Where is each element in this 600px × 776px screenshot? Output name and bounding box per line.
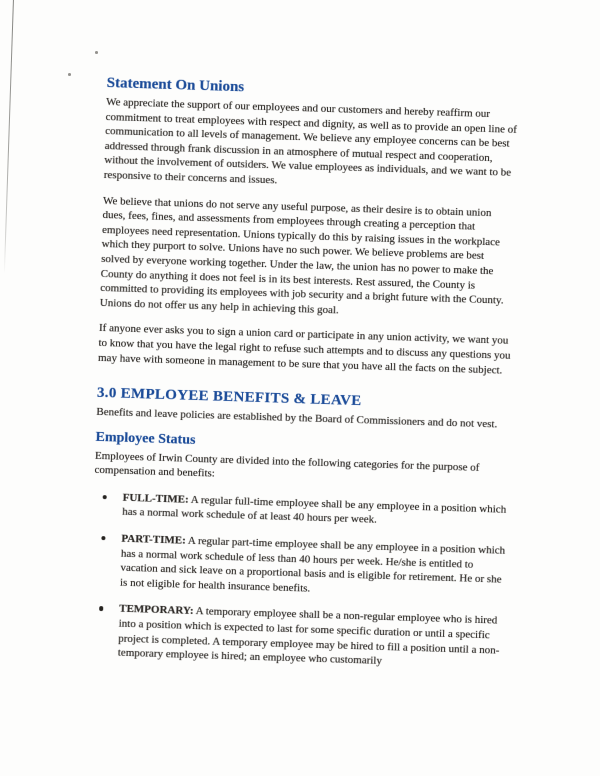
employee-status-heading: Employee Status xyxy=(95,429,196,448)
full-time-description: A regular full-time employee shall be any employee in a position which has a normal work schedule of at least 40 hours per week. xyxy=(122,493,507,527)
list-item-full-time xyxy=(122,491,508,532)
statement-paragraph-3: If anyone ever asks you to sign a union card or participate in any union activity, we want you to know that you have the legal right to refuse such attempts and to discuss any questions you may have with someone in management to be sure that you have all the facts on the subject. xyxy=(97,322,511,377)
full-time-term: FULL-TIME: xyxy=(122,491,189,506)
list-item-temporary xyxy=(118,602,505,672)
document-content xyxy=(88,74,521,685)
employee-status-intro-paragraph: Employees of Irwin County are divided into the following categories for the purpose of compensation and benefits: xyxy=(94,449,480,480)
statement-on-unions-heading: Statement On Unions xyxy=(106,74,245,96)
temporary-term: TEMPORARY: xyxy=(119,603,194,618)
part-time-description: A regular part-time employee shall be any employee in a position which has a normal work schedule of less than 40 hours per week. He/she is entitled to vacation and sick leave on a proportional basis and is eligible for retirement. He or she is not eligible for health insurance benefits. xyxy=(119,534,506,595)
list-item-part-time xyxy=(120,532,507,602)
scan-speck xyxy=(68,73,71,76)
part-time-term: PART-TIME: xyxy=(121,532,186,547)
benefits-intro-paragraph: Benefits and leave policies are established by the Board of Commissioners and do not vest. xyxy=(96,405,498,431)
temporary-description: A temporary employee shall be a non-regular employee who is hired into a position which is expected to last for some specific duration or until a specific project is completed. A temporary employee may be hired to fill a position until a non-temporary employee is hired; an employee who customarily xyxy=(117,605,500,668)
scan-speck xyxy=(95,51,98,54)
statement-paragraph-1: We appreciate the support of our employees and our customers and hereby reaffirm our commitment to treat employees with respect and dignity, as well as to provide an open line of communication to all levels of management. We believe any employee concerns can be best addressed through frank discussion in an atmosphere of mutual respect and cooperation, without the involvement of outsiders. We value employees as individuals, and we want to be responsive to their concerns and issues. xyxy=(103,95,518,187)
scan-paper-edge-line xyxy=(4,0,14,274)
employee-status-list xyxy=(89,490,508,673)
employee-benefits-leave-heading: 3.0 EMPLOYEE BENEFITS & LEAVE xyxy=(96,384,362,410)
statement-paragraph-2: We believe that unions do not serve any useful purpose, as their desire is to obtain union dues, fees, fines, and assessments from employees through creating a perception that employees need representation. Unions typically do this by raising issues in the workplace which they purport to solve. Unions have no such power. We believe problems are best solved by everyone working together. Under the law, the union has no power to make the County do anything it does not feel is in its best interests. Rest assured, the County is committed to providing its employees with job security and a bright future with the County. Unions do not offer us any help in achieving this goal. xyxy=(99,194,504,317)
